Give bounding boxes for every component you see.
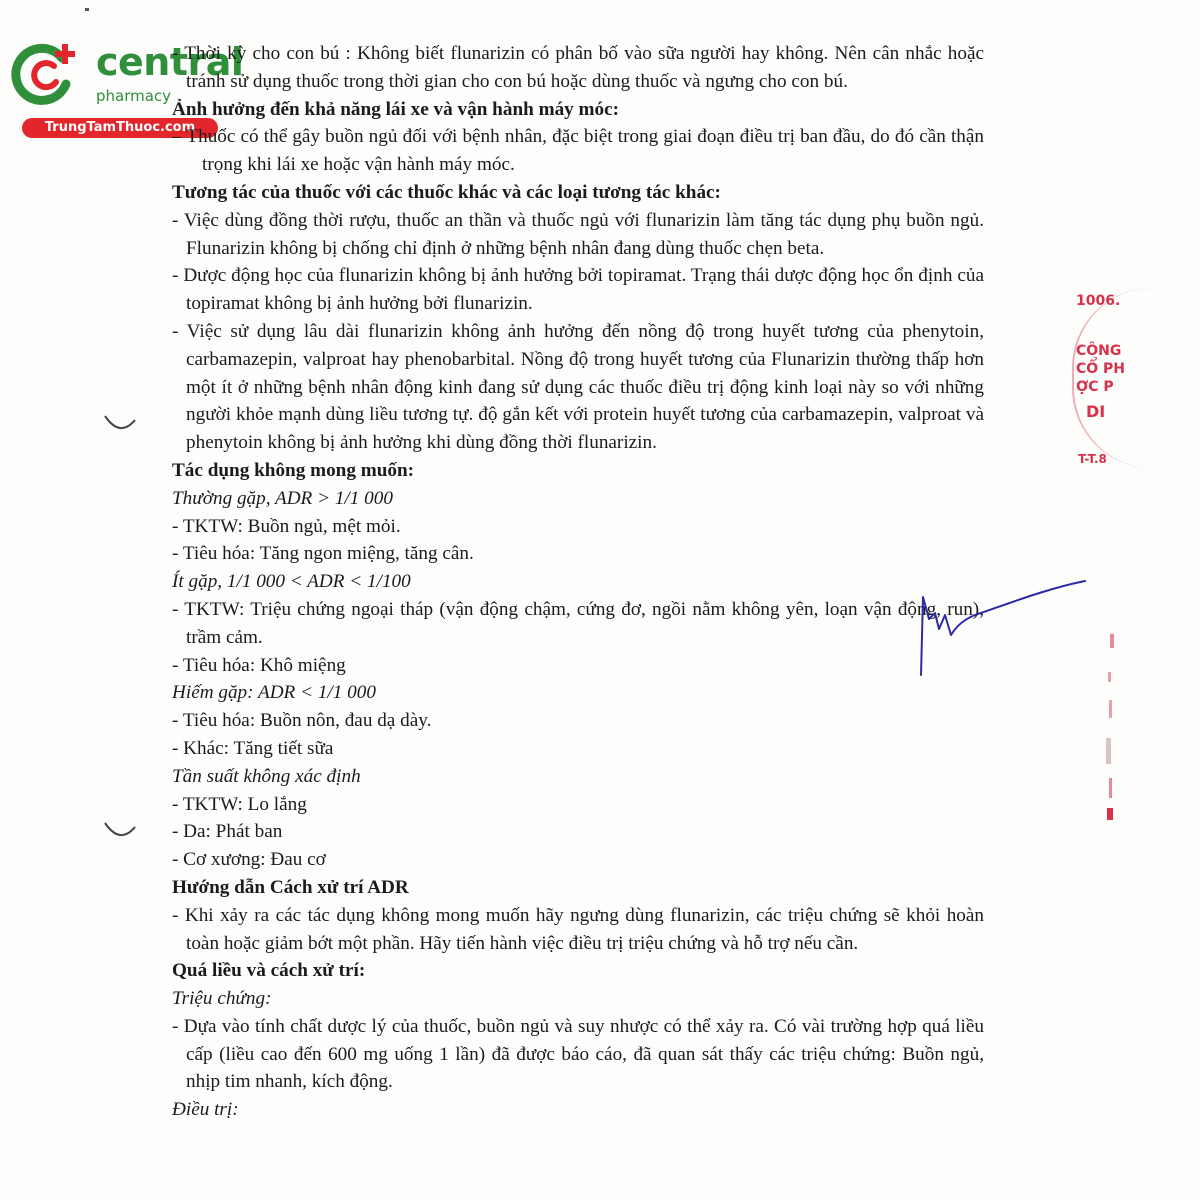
bullet-paragraph: - Việc dùng đồng thời rượu, thuốc an thần và thuốc ngủ với flunarizin làm tăng tác dụng phụ buồn ngủ. Flunarizin không bị chống chỉ định ở những bệnh nhân đang dùng thuốc chẹn beta. <box>172 209 984 259</box>
bullet-paragraph: - Khi xảy ra các tác dụng không mong muốn hãy ngưng dùng flunarizin, các triệu chứng sẽ khỏi hoàn toàn hoặc giảm bớt một phần. Hãy tiến hành việc điều trị triệu chứng và hỗ trợ nếu cần. <box>172 904 984 954</box>
section-heading: Tương tác của thuốc với các thuốc khác và các loại tương tác khác: <box>172 181 721 203</box>
logo-subtitle: pharmacy <box>96 87 172 105</box>
logo-brand-name: central <box>96 40 244 84</box>
stamp-text-line: T-T.8 <box>1078 452 1107 466</box>
section-heading: Hướng dẫn Cách xử trí ADR <box>172 876 409 898</box>
bullet-paragraph: - Việc sử dụng lâu dài flunarizin không ảnh hưởng đến nồng độ trong huyết tương của phenytoin, carbamazepin, valproat hay phenobarbital. Nồng độ trong huyết tương của Flunarizin thường thấp hơn một ít ở những bệnh nhân động kinh đang sử dụng các thuốc điều trị động kinh loại này so với những người khỏe mạnh dùng liều tương tự. độ gắn kết với protein huyết tương của carbamazepin, valproat và phenytoin không bị ảnh hưởng khi dùng đồng thời flunarizin. <box>172 320 984 454</box>
dash-paragraph: – Thuốc có thể gây buồn ngủ đối với bệnh nhân, đặc biệt trong giai đoạn điều trị ban đầu, do đó cần thận trọng khi lái xe hoặc vận hành máy móc. <box>172 126 984 176</box>
italic-subheading: Ít gặp, 1/1 000 < ADR < 1/100 <box>172 571 411 593</box>
bullet-paragraph: - TKTW: Buồn ngủ, mệt mỏi. <box>172 515 401 537</box>
company-stamp <box>1070 285 1130 475</box>
italic-subheading: Triệu chứng: <box>172 988 272 1010</box>
bullet-paragraph: - Tiêu hóa: Khô miệng <box>172 654 346 676</box>
pharmacy-cross-logo-icon <box>10 38 80 108</box>
stamp-text-line: ỢC P <box>1076 379 1114 395</box>
bullet-paragraph: - Thời kỳ cho con bú : Không biết flunarizin có phân bố vào sữa người hay không. Nên cân nhắc hoặc tránh sử dụng thuốc trong thời gian cho con bú hoặc dùng thuốc và ngưng cho con bú. <box>172 43 984 92</box>
stamp-text-line: CÔNG <box>1076 343 1122 359</box>
stamp-text-line: CỔ PH <box>1076 361 1126 377</box>
faint-stamp-trace <box>1100 628 1118 828</box>
italic-subheading: Tần suất không xác định <box>172 765 361 787</box>
bullet-paragraph: - Cơ xương: Đau cơ <box>172 849 326 871</box>
document-body <box>172 40 984 1124</box>
bullet-paragraph: - Dựa vào tính chất dược lý của thuốc, buồn ngủ và suy nhược có thể xảy ra. Có vài trường hợp quá liều cấp (liều cao đến 600 mg uống 1 lần) đã được báo cáo, đã quan sát thấy các triệu chứng: Buồn ngủ, nhịp tim nhanh, kích động. <box>172 1015 984 1093</box>
section-heading: Ảnh hưởng đến khả năng lái xe và vận hành máy móc: <box>172 98 620 120</box>
bullet-paragraph: - Tiêu hóa: Buồn nôn, đau dạ dày. <box>172 710 432 732</box>
scan-speck <box>85 8 89 11</box>
section-heading: Quá liều và cách xử trí: <box>172 960 366 982</box>
bullet-paragraph: - Da: Phát ban <box>172 821 283 843</box>
bullet-paragraph: - Dược động học của flunarizin không bị ảnh hưởng bởi topiramat. Trạng thái dược động học ổn định của topiramat không bị ảnh hưởng bởi flunarizin. <box>172 265 984 315</box>
punch-hole-mark-icon <box>100 815 140 845</box>
italic-subheading: Điều trị: <box>172 1099 239 1121</box>
bullet-paragraph: - TKTW: Triệu chứng ngoại tháp (vận động chậm, cứng đơ, ngồi nằm không yên, loạn vận động, run), trầm cảm. <box>172 598 984 648</box>
bullet-paragraph: - Tiêu hóa: Tăng ngon miệng, tăng cân. <box>172 543 474 565</box>
italic-subheading: Hiếm gặp: ADR < 1/1 000 <box>172 682 376 704</box>
punch-hole-mark-icon <box>100 408 140 438</box>
logo-site-link[interactable]: TrungTamThuoc.com <box>22 118 218 138</box>
section-heading: Tác dụng không mong muốn: <box>172 459 415 481</box>
handwritten-signature <box>905 575 1095 685</box>
bullet-paragraph: - TKTW: Lo lắng <box>172 793 307 815</box>
stamp-text-line: DI <box>1086 402 1106 421</box>
stamp-ring <box>1072 288 1154 468</box>
stamp-text-line: 1006. <box>1076 293 1121 309</box>
italic-subheading: Thường gặp, ADR > 1/1 000 <box>172 487 393 509</box>
bullet-paragraph: - Khác: Tăng tiết sữa <box>172 737 334 759</box>
